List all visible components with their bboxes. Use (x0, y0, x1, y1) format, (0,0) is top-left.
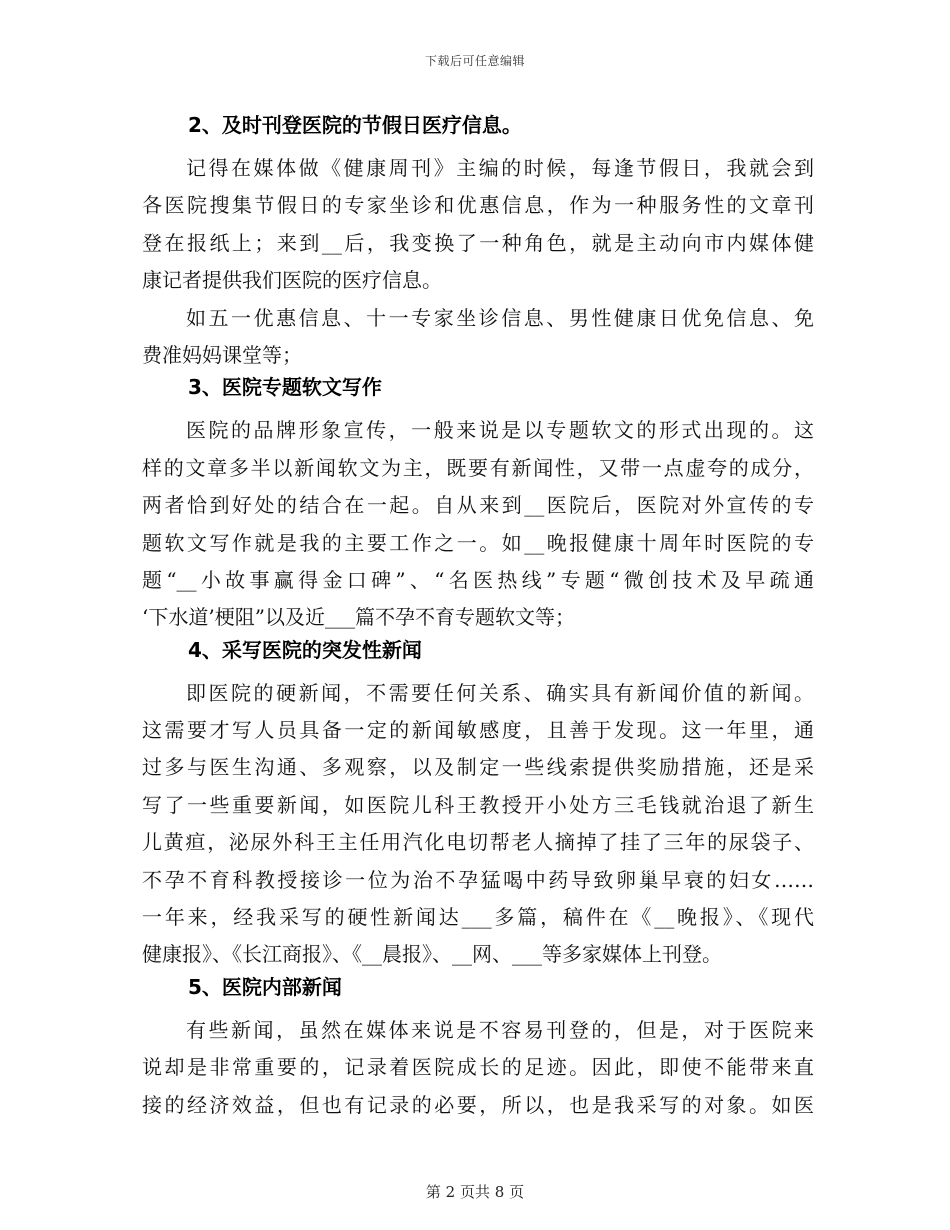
text-line: 题软文写作就是我的主要工作之一。如__晚报健康十周年时医院的专 (142, 530, 814, 555)
paragraph (142, 675, 814, 974)
document-body (142, 112, 814, 1124)
paragraph (142, 150, 814, 300)
text-line: 过多与医生沟通、多观察，以及制定一些线索提供奖励措施，还是采 (142, 755, 814, 780)
text-line: 有些新闻，虽然在媒体来说是不容易刊登的，但是，对于医院来 (186, 1017, 814, 1042)
text-line: 即医院的硬新闻，不需要任何关系、确实具有新闻价值的新闻。 (186, 680, 814, 705)
text-line: 说却是非常重要的，记录着医院成长的足迹。因此，即使不能带来直 (142, 1055, 814, 1080)
text-line: 写了一些重要新闻，如医院儿科王教授开小处方三毛钱就治退了新生 (142, 792, 814, 817)
text-line: 不孕不育科教授接诊一位为治不孕猛喝中药导致卵巢早衰的妇女…… (142, 867, 814, 892)
text-line: 康记者提供我们医院的医疗信息。 (142, 268, 442, 293)
paragraph (142, 1012, 814, 1124)
text-line: 登在报纸上；来到__后，我变换了一种角色，就是主动向市内媒体健 (142, 230, 814, 255)
section-heading: 5、医院内部新闻 (188, 974, 342, 999)
text-line: 费准妈妈课堂等； (142, 342, 302, 367)
text-line: 接的经济效益，但也有记录的必要，所以，也是我采写的对象。如医 (142, 1092, 814, 1117)
section-heading: 3、医院专题软文写作 (188, 375, 382, 400)
text-line: 记得在媒体做《健康周刊》主编的时候，每逢节假日，我就会到 (186, 156, 814, 180)
text-line: 如五一优惠信息、十一专家坐诊信息、男性健康日优免信息、免 (186, 305, 814, 330)
text-line: 这需要才写人员具备一定的新闻敏感度，且善于发现。这一年里，通 (142, 718, 814, 743)
text-line: 样的文章多半以新闻软文为主，既要有新闻性，又带一点虚夸的成分， (142, 455, 814, 480)
page-number: 第 2 页共 8 页 (425, 1183, 525, 1201)
page-header: 下载后可任意编辑 (424, 54, 525, 68)
text-line: 健康报》、《长江商报》、《__晨报》、__网、___等多家媒体上刊登。 (142, 942, 722, 967)
section-heading: 4、采写医院的突发性新闻 (188, 637, 422, 662)
paragraph (142, 300, 814, 375)
text-line: ‘下水道’梗阻”以及近___篇不孕不育专题软文等； (142, 605, 575, 630)
text-line: 儿黄疸，泌尿外科王主任用汽化电切帮老人摘掉了挂了三年的尿袋子、 (142, 830, 814, 855)
paragraph (142, 412, 814, 636)
section-heading: 2、及时刊登医院的节假日医疗信息。 (188, 113, 522, 137)
text-line: 一年来，经我采写的硬性新闻达___多篇，稿件在《__晚报》、《现代 (142, 905, 814, 930)
text-line: 题“__小故事赢得金口碑”、“名医热线”专题“微创技术及早疏通 (142, 567, 814, 592)
text-line: 两者恰到好处的结合在一起。自从来到__医院后，医院对外宣传的专 (142, 493, 814, 518)
text-line: 各医院搜集节假日的专家坐诊和优惠信息，作为一种服务性的文章刊 (142, 193, 814, 218)
text-line: 医院的品牌形象宣传，一般来说是以专题软文的形式出现的。这 (186, 418, 814, 443)
